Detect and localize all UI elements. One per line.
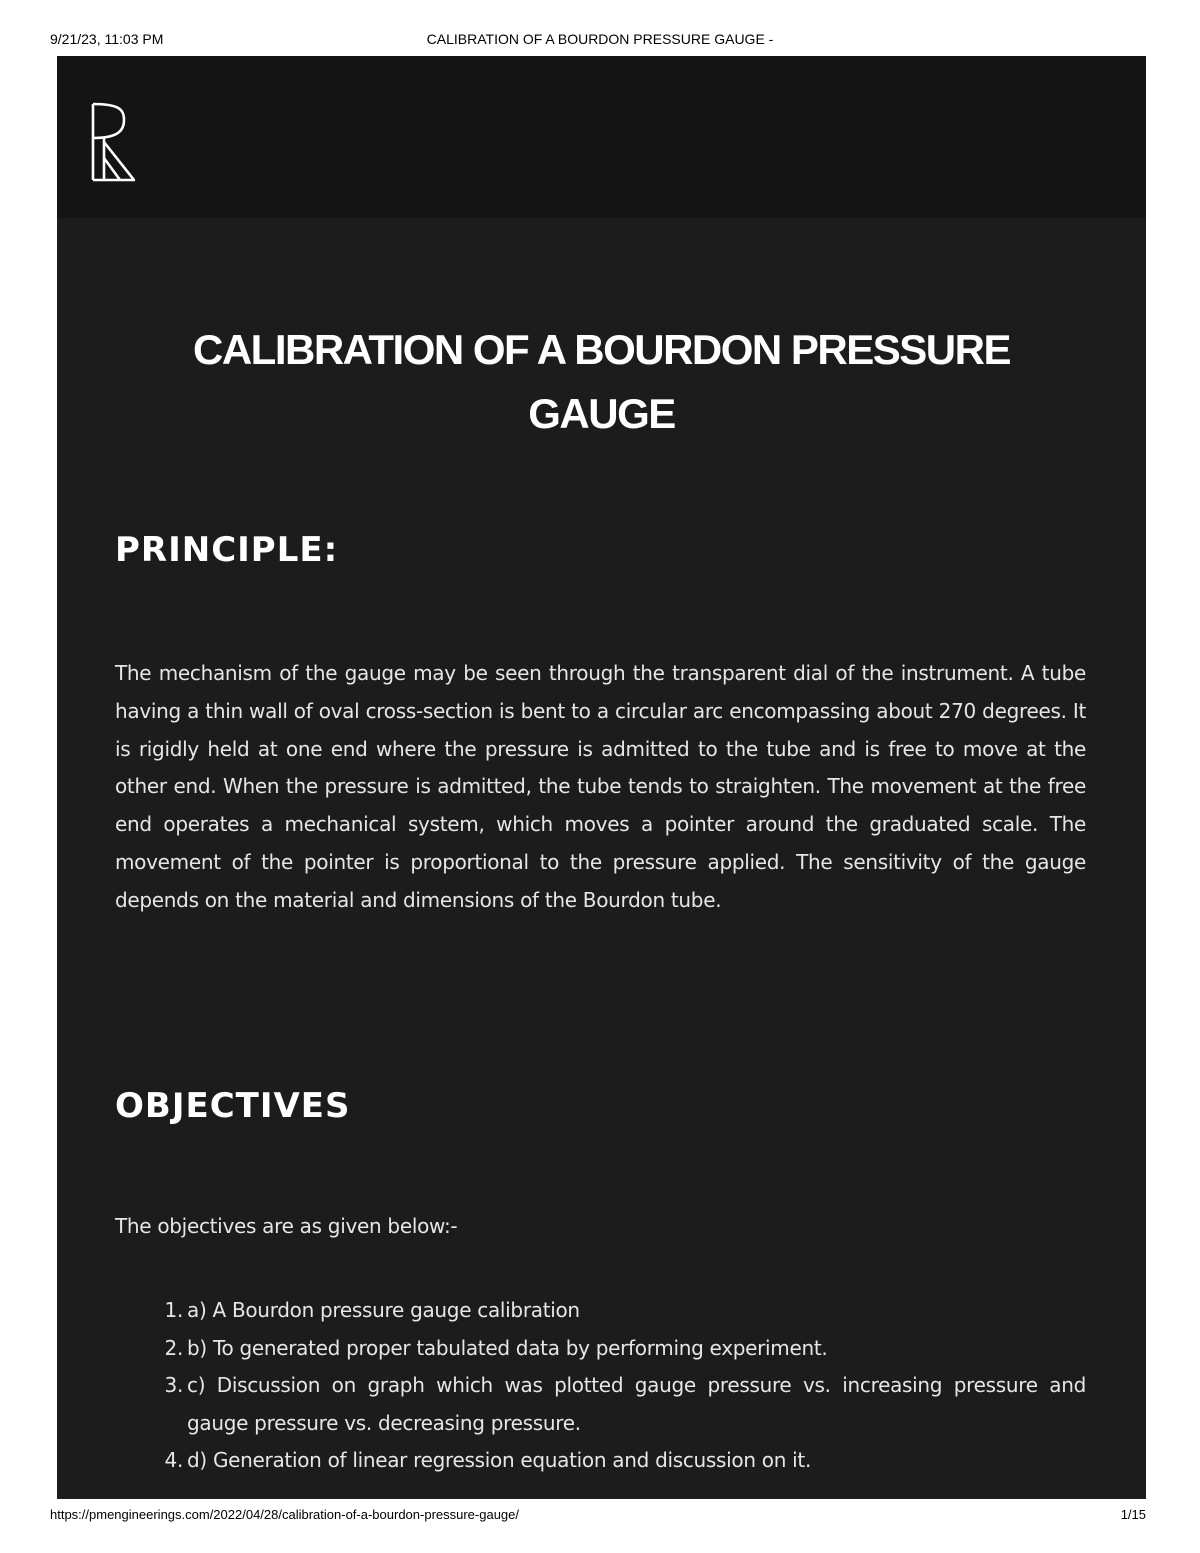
print-url: https://pmengineerings.com/2022/04/28/calibration-of-a-bourdon-pressure-gauge/ (50, 1507, 520, 1522)
objectives-heading: OBJECTIVES (115, 1086, 351, 1126)
list-item-number: 4. (164, 1448, 183, 1472)
objectives-intro: The objectives are as given below:- (115, 1214, 458, 1238)
print-header (0, 0, 1200, 56)
article-title (57, 318, 1146, 446)
article-title-line-2: GAUGE (528, 390, 675, 437)
print-footer (0, 1499, 1200, 1553)
article-title-line-1: CALIBRATION OF A BOURDON PRESSURE (193, 326, 1010, 373)
list-item-number: 3. (164, 1373, 183, 1397)
list-item-text: b) To generated proper tabulated data by performing experiment. (187, 1335, 828, 1360)
list-item-text: a) A Bourdon pressure gauge calibration (187, 1298, 580, 1322)
print-page-number: 1/15 (1120, 1507, 1146, 1522)
objectives-list (164, 1292, 1086, 1480)
principle-heading: PRINCIPLE: (115, 530, 339, 570)
site-logo[interactable] (90, 102, 138, 182)
principle-paragraph: The mechanism of the gauge may be seen through the transparent dial of the instrument. A tube having a thin wall of oval cross-section is bent to a circular arc encompassing about 270 degrees. It is rigidly held at one end where the pressure is admitted to the tube and is free to move at the other end. When the pressure is admitted, the tube tends to straighten. The movement at the free end operates a mechanical system, which moves a pointer around the graduated scale. The movement of the pointer is proportional to the pressure applied. The sensitivity of the gauge depends on the material and dimensions of the Bourdon tube. (115, 661, 1086, 912)
list-item-number: 1. (164, 1298, 183, 1322)
list-item (164, 1292, 1086, 1330)
list-item (164, 1330, 1086, 1368)
print-page-title: CALIBRATION OF A BOURDON PRESSURE GAUGE - (426, 31, 774, 47)
list-item-text: d) Generation of linear regression equation and discussion on it. (187, 1448, 812, 1472)
logo-icon (90, 102, 138, 182)
list-item-text: c) Discussion on graph which was plotted gauge pressure vs. increasing pressure and gauge pressure vs. decreasing pressure. (187, 1373, 1086, 1435)
print-date-time: 9/21/23, 11:03 PM (50, 31, 164, 47)
list-item (164, 1442, 1086, 1480)
site-header (57, 56, 1146, 218)
webpage (57, 56, 1146, 1499)
list-item (164, 1367, 1086, 1442)
list-item-number: 2. (164, 1335, 183, 1360)
